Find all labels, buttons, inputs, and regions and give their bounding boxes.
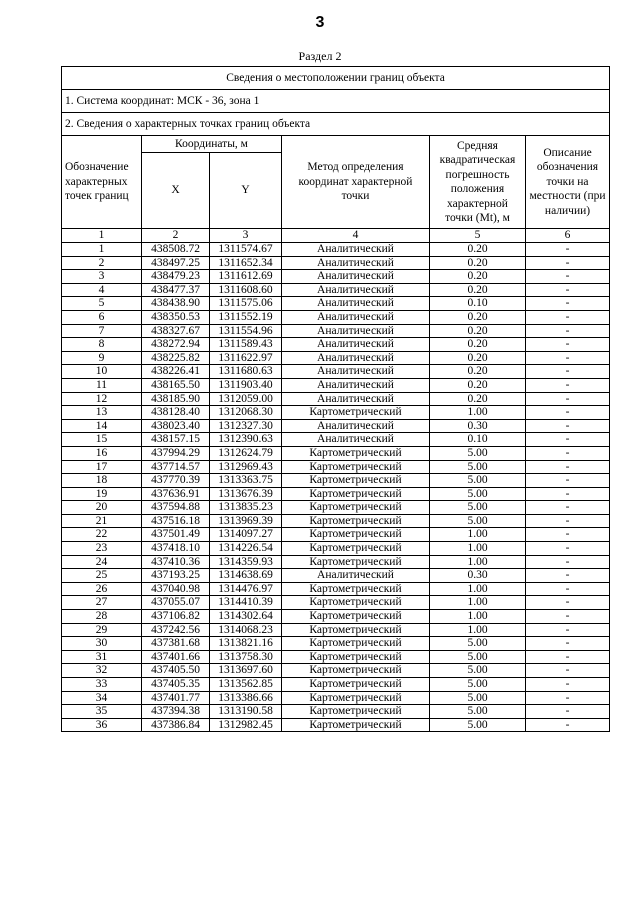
y-coordinate-cell: 1313386.66 [210,691,282,705]
description-cell: - [526,705,610,719]
point-number-cell: 18 [62,474,142,488]
table-row [62,718,610,732]
x-coordinate-cell: 438327.67 [142,324,210,338]
x-coordinate-cell: 437381.68 [142,637,210,651]
boundary-points-table [61,66,610,732]
column-number: 6 [526,229,610,243]
point-number-cell: 25 [62,569,142,583]
x-coordinate-cell: 437405.50 [142,664,210,678]
description-cell: - [526,718,610,732]
x-coordinate-cell: 437770.39 [142,474,210,488]
error-cell: 5.00 [430,691,526,705]
method-cell: Картометрический [282,487,430,501]
table-row [62,582,610,596]
description-cell: - [526,501,610,515]
point-number-cell: 15 [62,433,142,447]
point-number-cell: 8 [62,338,142,352]
point-number-cell: 33 [62,678,142,692]
method-cell: Картометрический [282,637,430,651]
method-cell: Картометрический [282,446,430,460]
description-cell: - [526,310,610,324]
method-cell: Аналитический [282,297,430,311]
description-cell: - [526,610,610,624]
y-coordinate-cell: 1312982.45 [210,718,282,732]
x-coordinate-cell: 437055.07 [142,596,210,610]
x-coordinate-cell: 437714.57 [142,460,210,474]
x-coordinate-cell: 438185.90 [142,392,210,406]
error-cell: 1.00 [430,596,526,610]
method-cell: Аналитический [282,419,430,433]
description-cell: - [526,596,610,610]
point-number-cell: 23 [62,542,142,556]
table-row [62,705,610,719]
method-cell: Аналитический [282,256,430,270]
method-cell: Аналитический [282,433,430,447]
description-cell: - [526,324,610,338]
point-number-cell: 35 [62,705,142,719]
description-cell: - [526,623,610,637]
y-coordinate-cell: 1312059.00 [210,392,282,406]
description-cell: - [526,351,610,365]
y-coordinate-cell: 1313758.30 [210,650,282,664]
x-coordinate-cell: 438350.53 [142,310,210,324]
method-cell: Картометрический [282,460,430,474]
y-coordinate-cell: 1312390.63 [210,433,282,447]
x-coordinate-cell: 438157.15 [142,433,210,447]
point-number-cell: 11 [62,378,142,392]
error-cell: 5.00 [430,718,526,732]
section-label: Раздел 2 [298,49,342,63]
error-cell: 1.00 [430,542,526,556]
table-row [62,256,610,270]
table-row [62,664,610,678]
description-cell: - [526,555,610,569]
y-coordinate-cell: 1311552.19 [210,310,282,324]
error-cell: 1.00 [430,610,526,624]
error-cell: 0.20 [430,243,526,257]
x-coordinate-cell: 438477.37 [142,283,210,297]
method-cell: Картометрический [282,596,430,610]
x-coordinate-cell: 437040.98 [142,582,210,596]
description-cell: - [526,582,610,596]
description-cell: - [526,283,610,297]
error-cell: 5.00 [430,678,526,692]
method-cell: Картометрический [282,514,430,528]
method-cell: Картометрический [282,528,430,542]
column-number: 5 [430,229,526,243]
table-row [62,528,610,542]
description-cell: - [526,338,610,352]
y-coordinate-cell: 1311575.06 [210,297,282,311]
error-cell: 5.00 [430,487,526,501]
y-coordinate-cell: 1311554.96 [210,324,282,338]
point-number-cell: 16 [62,446,142,460]
x-coordinate-cell: 438479.23 [142,270,210,284]
method-cell: Аналитический [282,392,430,406]
description-cell: - [526,243,610,257]
error-cell: 5.00 [430,446,526,460]
y-coordinate-cell: 1312624.79 [210,446,282,460]
col-description-header: Описание обозначения точки на местности (при наличии) [526,136,610,229]
x-coordinate-cell: 438272.94 [142,338,210,352]
x-coordinate-cell: 437405.35 [142,678,210,692]
y-coordinate-cell: 1312969.43 [210,460,282,474]
error-cell: 0.20 [430,283,526,297]
table-row [62,243,610,257]
method-cell: Картометрический [282,501,430,515]
description-cell: - [526,365,610,379]
point-number-cell: 24 [62,555,142,569]
table-row [62,596,610,610]
x-coordinate-cell: 438165.50 [142,378,210,392]
y-coordinate-cell: 1312327.30 [210,419,282,433]
method-cell: Картометрический [282,623,430,637]
point-number-cell: 10 [62,365,142,379]
description-cell: - [526,569,610,583]
col-x-header: X [142,153,210,229]
y-coordinate-cell: 1313821.16 [210,637,282,651]
method-cell: Картометрический [282,555,430,569]
column-number: 4 [282,229,430,243]
y-coordinate-cell: 1314302.64 [210,610,282,624]
point-number-cell: 36 [62,718,142,732]
x-coordinate-cell: 437106.82 [142,610,210,624]
point-number-cell: 30 [62,637,142,651]
table-row [62,419,610,433]
error-cell: 5.00 [430,664,526,678]
error-cell: 1.00 [430,528,526,542]
description-cell: - [526,419,610,433]
error-cell: 5.00 [430,650,526,664]
error-cell: 1.00 [430,623,526,637]
point-number-cell: 9 [62,351,142,365]
point-number-cell: 28 [62,610,142,624]
x-coordinate-cell: 437994.29 [142,446,210,460]
point-number-cell: 27 [62,596,142,610]
col-coordinates-header: Координаты, м [142,136,282,153]
table-title: Сведения о местоположении границ объекта [62,67,610,90]
error-cell: 0.20 [430,338,526,352]
table-row [62,460,610,474]
y-coordinate-cell: 1313697.60 [210,664,282,678]
error-cell: 5.00 [430,514,526,528]
x-coordinate-cell: 438225.82 [142,351,210,365]
error-cell: 5.00 [430,474,526,488]
error-cell: 0.30 [430,419,526,433]
table-row [62,365,610,379]
y-coordinate-cell: 1311589.43 [210,338,282,352]
point-number-cell: 26 [62,582,142,596]
y-coordinate-cell: 1311903.40 [210,378,282,392]
points-header-row: 2. Сведения о характерных точках границ объекта [62,113,610,136]
point-number-cell: 6 [62,310,142,324]
point-number-cell: 12 [62,392,142,406]
table-row [62,678,610,692]
table-row [62,514,610,528]
description-cell: - [526,460,610,474]
point-number-cell: 7 [62,324,142,338]
point-number-cell: 20 [62,501,142,515]
y-coordinate-cell: 1314097.27 [210,528,282,542]
description-cell: - [526,664,610,678]
table-row [62,555,610,569]
method-cell: Картометрический [282,610,430,624]
y-coordinate-cell: 1311622.97 [210,351,282,365]
x-coordinate-cell: 437501.49 [142,528,210,542]
error-cell: 5.00 [430,705,526,719]
coord-system-row: 1. Система координат: МСК - 36, зона 1 [62,90,610,113]
method-cell: Картометрический [282,678,430,692]
x-coordinate-cell: 437418.10 [142,542,210,556]
description-cell: - [526,637,610,651]
y-coordinate-cell: 1313969.39 [210,514,282,528]
table-row [62,324,610,338]
y-coordinate-cell: 1312068.30 [210,406,282,420]
table-row [62,691,610,705]
error-cell: 0.20 [430,378,526,392]
description-cell: - [526,542,610,556]
table-row [62,338,610,352]
error-cell: 5.00 [430,637,526,651]
method-cell: Аналитический [282,378,430,392]
method-cell: Аналитический [282,338,430,352]
table-row [62,542,610,556]
method-cell: Картометрический [282,718,430,732]
table-row [62,610,610,624]
description-cell: - [526,678,610,692]
method-cell: Картометрический [282,664,430,678]
point-number-cell: 1 [62,243,142,257]
x-coordinate-cell: 438438.90 [142,297,210,311]
description-cell: - [526,691,610,705]
y-coordinate-cell: 1314226.54 [210,542,282,556]
table-row [62,569,610,583]
column-number: 3 [210,229,282,243]
y-coordinate-cell: 1313363.75 [210,474,282,488]
x-coordinate-cell: 438128.40 [142,406,210,420]
y-coordinate-cell: 1313676.39 [210,487,282,501]
point-number-cell: 13 [62,406,142,420]
x-coordinate-cell: 437394.38 [142,705,210,719]
table-row [62,406,610,420]
description-cell: - [526,446,610,460]
col-error-header: Средняя квадратическая погрешность положения характерной точки (Mt), м [430,136,526,229]
point-number-cell: 2 [62,256,142,270]
error-cell: 0.20 [430,310,526,324]
x-coordinate-cell: 437636.91 [142,487,210,501]
y-coordinate-cell: 1313562.85 [210,678,282,692]
y-coordinate-cell: 1311680.63 [210,365,282,379]
description-cell: - [526,406,610,420]
table-row [62,378,610,392]
error-cell: 1.00 [430,406,526,420]
error-cell: 1.00 [430,555,526,569]
point-number-cell: 17 [62,460,142,474]
description-cell: - [526,650,610,664]
description-cell: - [526,474,610,488]
method-cell: Картометрический [282,705,430,719]
table-row [62,392,610,406]
method-cell: Аналитический [282,283,430,297]
method-cell: Аналитический [282,351,430,365]
method-cell: Картометрический [282,691,430,705]
table-row [62,351,610,365]
error-cell: 0.30 [430,569,526,583]
table-row [62,474,610,488]
x-coordinate-cell: 437401.66 [142,650,210,664]
column-number: 1 [62,229,142,243]
point-number-cell: 5 [62,297,142,311]
x-coordinate-cell: 437410.36 [142,555,210,569]
col-y-header: Y [210,153,282,229]
method-cell: Аналитический [282,324,430,338]
point-number-cell: 34 [62,691,142,705]
point-number-cell: 31 [62,650,142,664]
table-row [62,433,610,447]
method-cell: Аналитический [282,365,430,379]
description-cell: - [526,256,610,270]
description-cell: - [526,514,610,528]
x-coordinate-cell: 437594.88 [142,501,210,515]
x-coordinate-cell: 438497.25 [142,256,210,270]
method-cell: Картометрический [282,542,430,556]
method-cell: Аналитический [282,310,430,324]
point-number-cell: 32 [62,664,142,678]
error-cell: 5.00 [430,501,526,515]
y-coordinate-cell: 1314359.93 [210,555,282,569]
y-coordinate-cell: 1314068.23 [210,623,282,637]
point-number-cell: 3 [62,270,142,284]
point-number-cell: 21 [62,514,142,528]
point-number-cell: 19 [62,487,142,501]
point-number-cell: 4 [62,283,142,297]
table-row [62,270,610,284]
description-cell: - [526,297,610,311]
page-number: 3 [315,14,325,31]
table-row [62,297,610,311]
error-cell: 0.20 [430,324,526,338]
point-number-cell: 14 [62,419,142,433]
col-designation-header: Обозначение характерных точек границ [62,136,142,229]
y-coordinate-cell: 1311574.67 [210,243,282,257]
table-row [62,283,610,297]
error-cell: 0.20 [430,351,526,365]
y-coordinate-cell: 1314638.69 [210,569,282,583]
error-cell: 1.00 [430,582,526,596]
x-coordinate-cell: 437193.25 [142,569,210,583]
col-method-header: Метод определения координат характерной точки [282,136,430,229]
x-coordinate-cell: 437242.56 [142,623,210,637]
y-coordinate-cell: 1314476.97 [210,582,282,596]
table-row [62,487,610,501]
error-cell: 0.20 [430,270,526,284]
table-row [62,446,610,460]
table-row [62,501,610,515]
error-cell: 0.10 [430,433,526,447]
description-cell: - [526,392,610,406]
description-cell: - [526,433,610,447]
point-number-cell: 22 [62,528,142,542]
method-cell: Картометрический [282,474,430,488]
description-cell: - [526,378,610,392]
method-cell: Аналитический [282,270,430,284]
x-coordinate-cell: 438226.41 [142,365,210,379]
method-cell: Аналитический [282,569,430,583]
description-cell: - [526,528,610,542]
y-coordinate-cell: 1313835.23 [210,501,282,515]
table-row [62,623,610,637]
method-cell: Картометрический [282,582,430,596]
x-coordinate-cell: 437516.18 [142,514,210,528]
table-row [62,310,610,324]
x-coordinate-cell: 437401.77 [142,691,210,705]
x-coordinate-cell: 438508.72 [142,243,210,257]
description-cell: - [526,270,610,284]
description-cell: - [526,487,610,501]
method-cell: Аналитический [282,243,430,257]
column-number: 2 [142,229,210,243]
error-cell: 0.10 [430,297,526,311]
method-cell: Картометрический [282,406,430,420]
column-numbers-row [62,229,610,243]
y-coordinate-cell: 1313190.58 [210,705,282,719]
table-row [62,637,610,651]
x-coordinate-cell: 437386.84 [142,718,210,732]
y-coordinate-cell: 1311608.60 [210,283,282,297]
table-row [62,650,610,664]
y-coordinate-cell: 1311612.69 [210,270,282,284]
error-cell: 0.20 [430,256,526,270]
y-coordinate-cell: 1311652.34 [210,256,282,270]
method-cell: Картометрический [282,650,430,664]
x-coordinate-cell: 438023.40 [142,419,210,433]
y-coordinate-cell: 1314410.39 [210,596,282,610]
error-cell: 5.00 [430,460,526,474]
error-cell: 0.20 [430,365,526,379]
error-cell: 0.20 [430,392,526,406]
point-number-cell: 29 [62,623,142,637]
